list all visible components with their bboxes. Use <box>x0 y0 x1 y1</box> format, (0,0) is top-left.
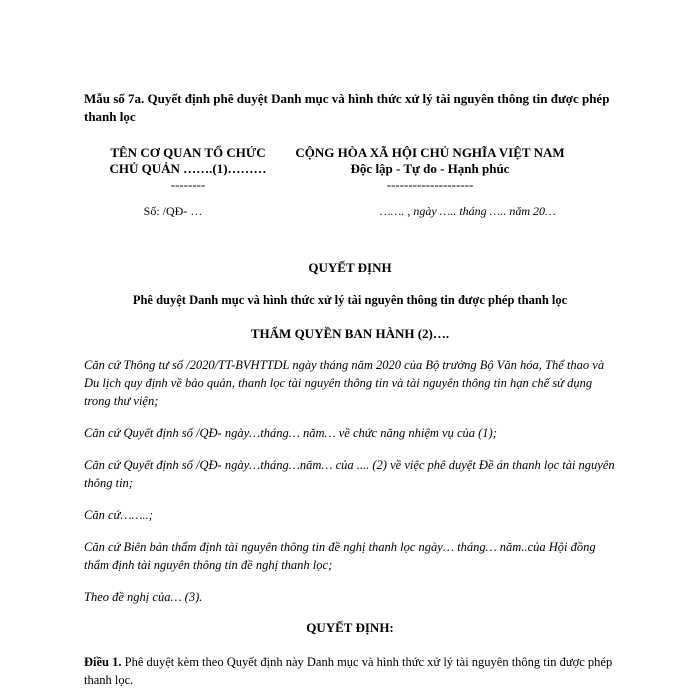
agency-dash: -------- <box>170 177 206 192</box>
national-title: CỘNG HÒA XÃ HỘI CHỦ NGHĨA VIỆT NAM <box>295 145 565 160</box>
document-number: Số: /QĐ- … <box>143 204 203 218</box>
decision-subject: Phê duyệt Danh mục và hình thức xử lý tài nguyên thông tin được phép thanh lọc <box>132 293 568 307</box>
national-dash: -------------------- <box>386 177 474 192</box>
basis-paragraph-4: Căn cứ……..; <box>84 508 153 522</box>
basis-paragraph-1: Căn cứ Thông tư số /2020/TT-BVHTTDL ngày tháng năm 2020 của Bộ trưởng Bộ Văn hóa, Thể thao và Du lịch quy định về bảo quản, thanh lọc tài nguyên thông tin và tài nguyên thông tin hạn chế sử dụng trong thư viện; <box>84 358 605 408</box>
article-1-label: Điều 1. <box>84 655 122 669</box>
article-1 <box>84 653 620 689</box>
authority-line: THẨM QUYỀN BAN HÀNH (2)…. <box>250 326 450 341</box>
basis-paragraph-2: Căn cứ Quyết định số /QĐ- ngày…tháng… năm… về chức năng nhiệm vụ của (1); <box>84 426 497 440</box>
agency-line-1: TÊN CƠ QUAN TỔ CHỨC <box>110 145 266 160</box>
decides-heading: QUYẾT ĐỊNH: <box>306 620 394 635</box>
form-title: Mẫu số 7a. Quyết định phê duyệt Danh mục và hình thức xử lý tài nguyên thông tin được phép thanh lọc <box>84 91 610 124</box>
header-right <box>275 145 585 193</box>
basis-paragraph-5: Căn cứ Biên bản thẩm định tài nguyên thông tin đề nghị thanh lọc ngày… tháng… năm..của Hội đồng thẩm định tài nguyên thông tin đề nghị thanh lọc; <box>84 540 596 572</box>
decision-title: QUYẾT ĐỊNH <box>308 260 392 275</box>
national-motto: Độc lập - Tự do - Hạnh phúc <box>350 161 510 176</box>
header-left <box>98 145 278 193</box>
agency-line-2: CHỦ QUẢN …….(1)……… <box>109 161 267 176</box>
article-1-text: Phê duyệt kèm theo Quyết định này Danh mục và hình thức xử lý tài nguyên thông tin được phép thanh lọc. <box>84 655 613 687</box>
basis-paragraph-3: Căn cứ Quyết định số /QĐ- ngày…tháng…năm… của .... (2) về việc phê duyệt Đề án thanh lọc tài nguyên thông tin; <box>84 458 615 490</box>
document-date: ……. , ngày ….. tháng ….. năm 20… <box>380 204 556 218</box>
basis-paragraph-6: Theo đề nghị của… (3). <box>84 590 203 604</box>
